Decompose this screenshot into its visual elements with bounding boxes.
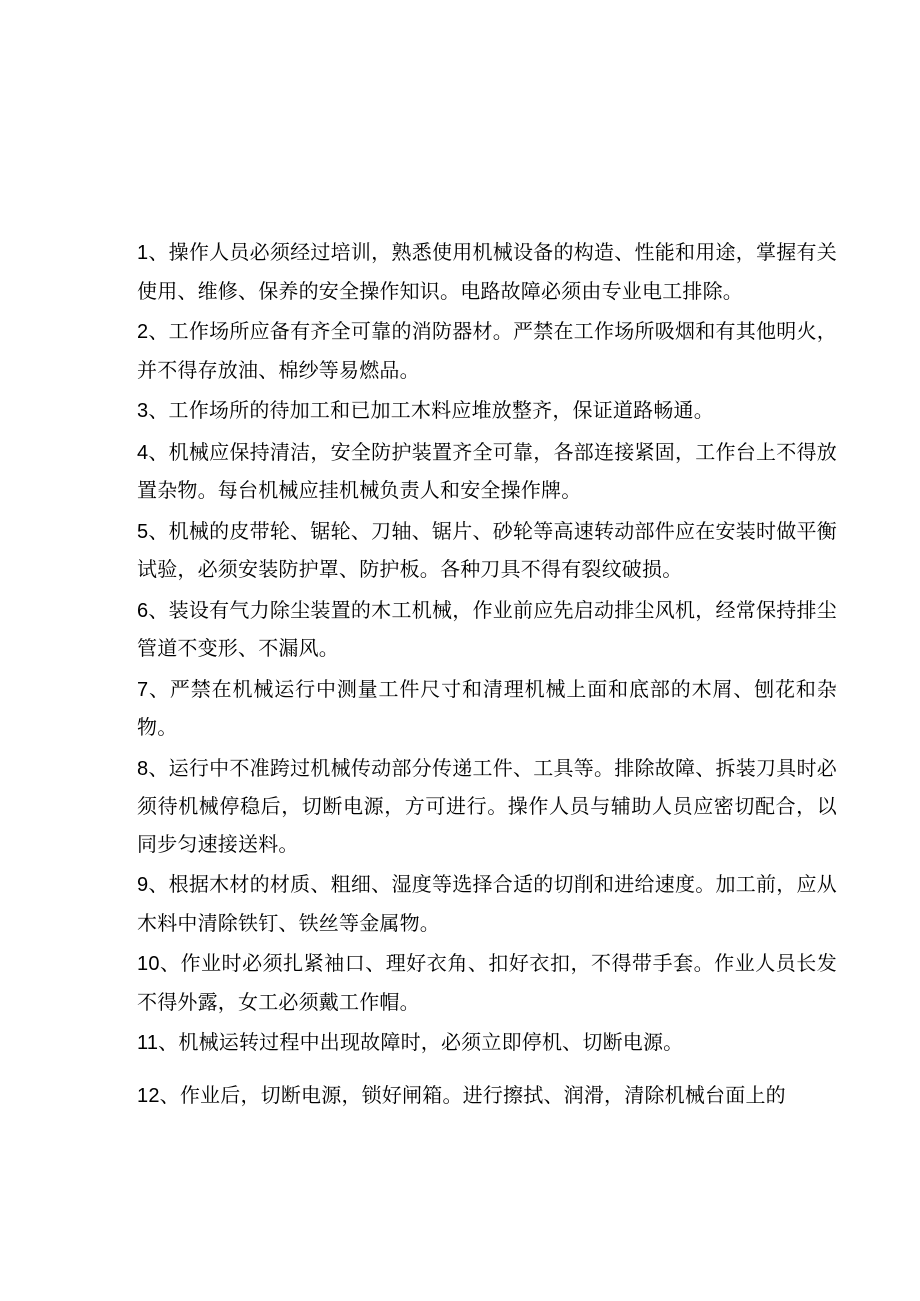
item-text: 、工作场所应备有齐全可靠的消防器材。严禁在工作场所吸烟和有其他明火，并不得存放油、棉纱等易燃品。 <box>137 319 837 382</box>
item-number: 3 <box>137 400 149 422</box>
list-item <box>137 313 837 389</box>
item-number: 1 <box>137 242 149 264</box>
document-body <box>137 234 837 1118</box>
item-text: 、机械运转过程中出现故障时，必须立即停机、切断电源。 <box>158 1030 684 1054</box>
list-item <box>137 1024 837 1063</box>
item-number: 4 <box>137 441 149 464</box>
list-item <box>137 1077 837 1116</box>
item-number: 7 <box>137 678 149 701</box>
list-item <box>137 671 837 747</box>
item-text: 、运行中不准跨过机械传动部分传递工件、工具等。排除故障、拆装刀具时必须待机械停稳后，切断电源，方可进行。操作人员与辅助人员应密切配合，以同步匀速接送料。 <box>137 755 837 856</box>
list-item <box>137 592 837 668</box>
list-item <box>137 392 837 431</box>
list-item <box>137 234 837 310</box>
item-number: 8 <box>137 757 149 780</box>
list-item <box>137 434 837 510</box>
list-item <box>137 866 837 942</box>
item-number: 11 <box>137 1032 159 1054</box>
item-number: 12 <box>137 1084 160 1107</box>
item-number: 2 <box>137 321 149 343</box>
item-text: 、严禁在机械运行中测量工件尺寸和清理机械上面和底部的木屑、刨花和杂物。 <box>137 676 837 739</box>
list-item <box>137 750 837 864</box>
item-number: 9 <box>137 874 149 896</box>
item-text: 、操作人员必须经过培训，熟悉使用机械设备的构造、性能和用途，掌握有关使用、维修、保养的安全操作知识。电路故障必须由专业电工排除。 <box>137 240 837 303</box>
list-item <box>137 945 837 1021</box>
item-number: 6 <box>137 599 149 622</box>
item-text: 、工作场所的待加工和已加工木料应堆放整齐，保证道路畅通。 <box>148 398 714 422</box>
item-text: 、作业时必须扎紧袖口、理好衣角、扣好衣扣，不得带手套。作业人员长发不得外露，女工必须戴工作帽。 <box>137 951 837 1014</box>
item-text: 、机械的皮带轮、锯轮、刀轴、锯片、砂轮等高速转动部件应在安装时做平衡试验，必须安装防护罩、防护板。各种刀具不得有裂纹破损。 <box>137 518 837 581</box>
list-item <box>137 513 837 589</box>
item-text: 、机械应保持清洁，安全防护装置齐全可靠，各部连接紧固，工作台上不得放置杂物。每台机械应挂机械负责人和安全操作牌。 <box>137 439 837 502</box>
item-text: 、作业后，切断电源，锁好闸箱。进行擦拭、润滑，清除机械台面上的 <box>159 1082 786 1107</box>
item-text: 、根据木材的材质、粗细、湿度等选择合适的切削和进给速度。加工前，应从木料中清除铁钉、铁丝等金属物。 <box>137 872 837 935</box>
item-text: 、装设有气力除尘装置的木工机械，作业前应先启动排尘风机，经常保持排尘管道不变形、不漏风。 <box>137 597 837 660</box>
item-number: 10 <box>137 953 160 975</box>
item-number: 5 <box>137 520 149 543</box>
